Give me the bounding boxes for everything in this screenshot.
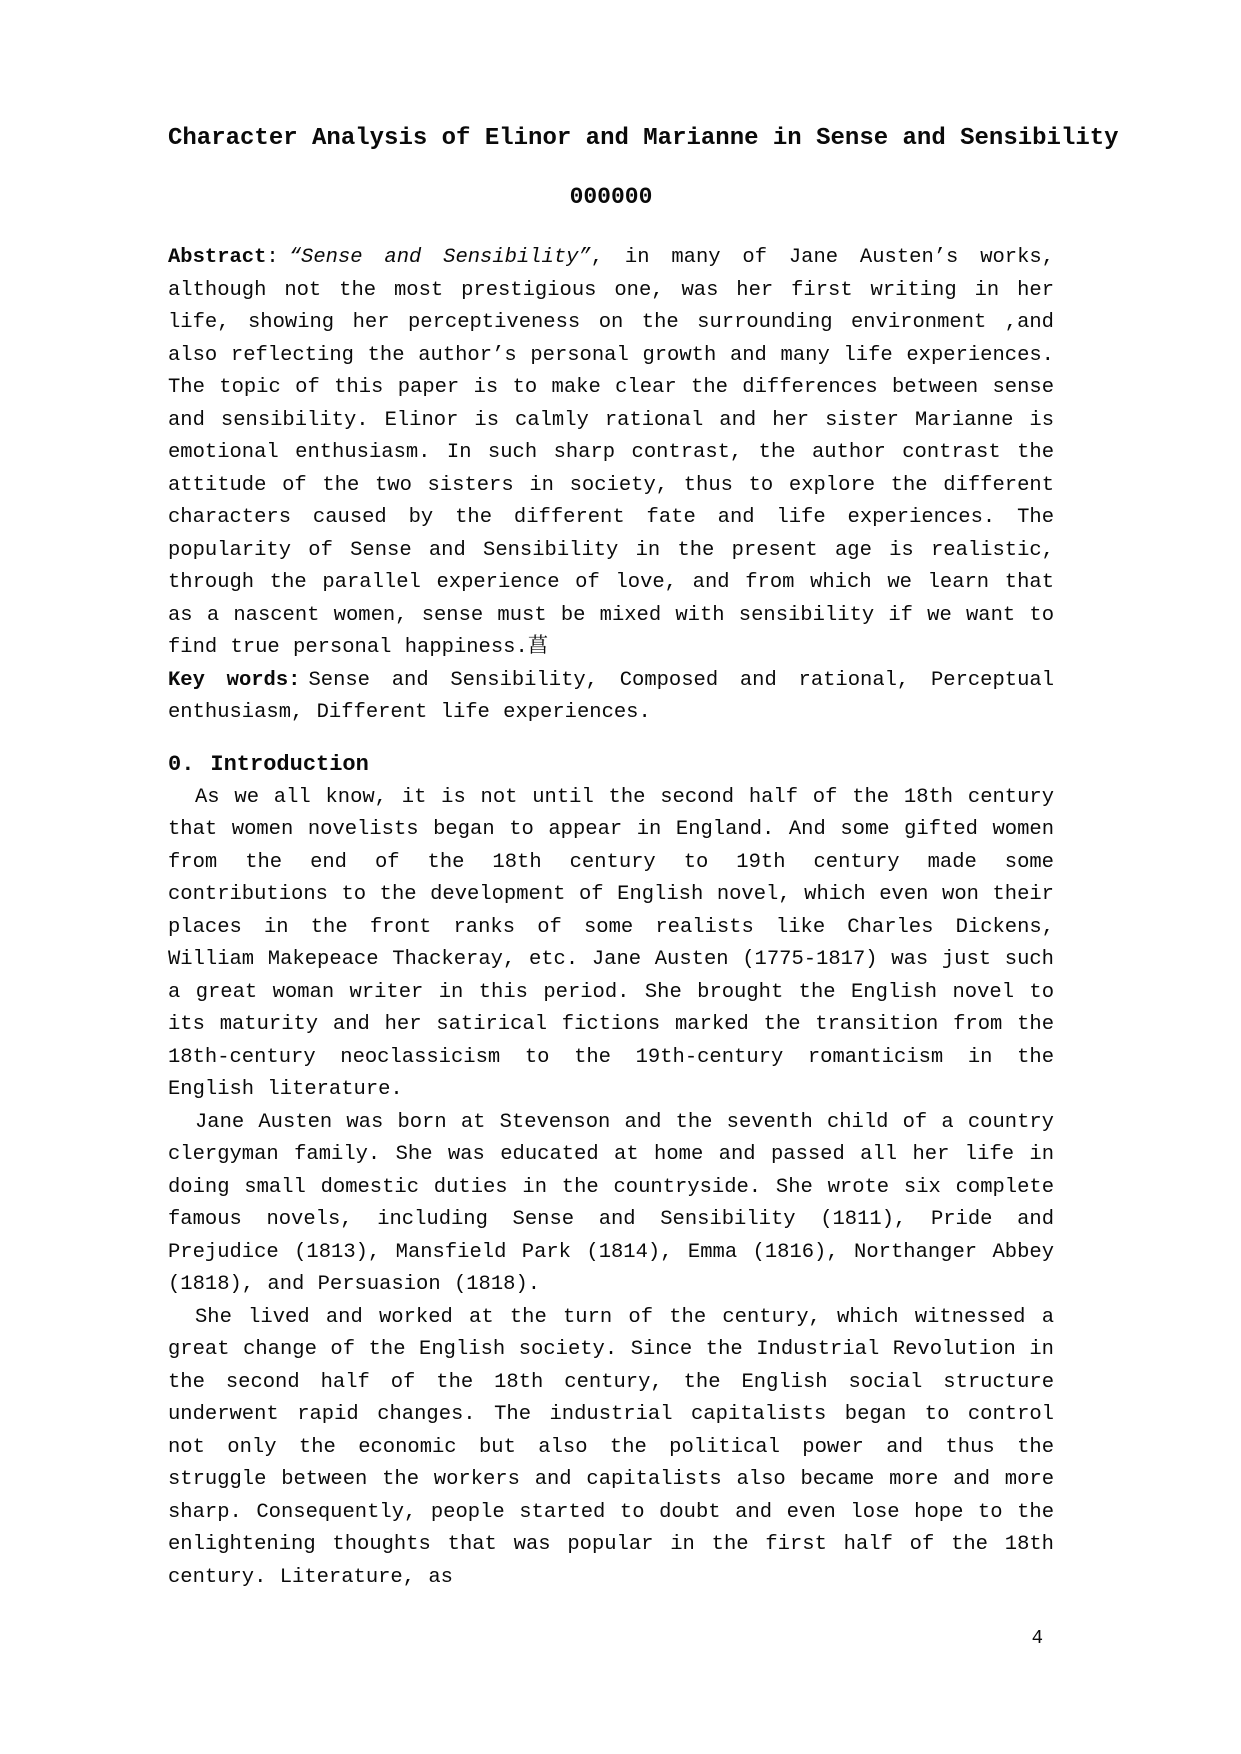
abstract-label: Abstract — [168, 246, 267, 269]
section-heading-introduction — [168, 748, 1054, 782]
abstract-body-text: , in many of Jane Austen’s works, although not the most prestigious one, was her first writing in her life, showing her perceptiveness on the surrounding environment ,and also reflecting the author’s personal growth and many life experiences. The topic of this paper is to make clear the differences between sense and sensibility. Elinor is calmly rational and her sister Marianne is emotional enthusiasm. In such sharp contrast, the author contrast the attitude of the two sisters in society, thus to explore the different characters caused by the different fate and life experiences. The popularity of Sense and Sensibility in the present age is realistic, through the parallel experience of love, and from which we learn that as a nascent women, sense must be mixed with sensibility if we want to find true personal happiness.菖 — [168, 246, 1055, 659]
keywords-paragraph — [168, 665, 1054, 730]
introduction-paragraph-1: As we all know, it is not until the second half of the 18th century that women novelists began to appear in England. And some gifted women from the end of the 18th century to 19th century made some contributions to the development of English novel, which even won their places in the front ranks of some realists like Charles Dickens, William Makepeace Thackeray, etc. Jane Austen (1775-1817) was just such a great woman writer in this period. She brought the English novel to its maturity and her satirical fictions marked the transition from the 18th-century neoclassicism to the 19th-century romanticism in the English literature. — [168, 785, 1054, 1101]
page-number: 4 — [1031, 1627, 1043, 1649]
introduction-paragraph-3: She lived and worked at the turn of the century, which witnessed a great change of the English society. Since the Industrial Revolution in the second half of the 18th century, the English social structure underwent rapid changes. The industrial capitalists began to control not only the economic but also the political power and thus the struggle between the workers and capitalists also became more and more sharp. Consequently, people started to doubt and even lose hope to the enlightening thoughts that was popular in the first half of the 18th century. Literature, as — [168, 1305, 1054, 1589]
keywords-label: Key words: — [168, 668, 301, 692]
document-title: Character Analysis of Elinor and Marianne in Sense and Sensibility — [168, 125, 1119, 152]
section-label: Introduction — [210, 751, 369, 777]
keywords-body-text: Sense and Sensibility, Composed and rational, Perceptual enthusiasm, Different life experiences. — [168, 668, 1054, 724]
section-number: 0. — [168, 751, 195, 777]
author-placeholder: 000000 — [569, 184, 653, 210]
abstract-paragraph — [168, 242, 1054, 665]
document-content — [168, 122, 1119, 1594]
introduction-paragraph-2: Jane Austen was born at Stevenson and the seventh child of a country clergyman family. She was educated at home and passed all her life in doing small domestic duties in the countryside. She wrote six complete famous novels, including Sense and Sensibility (1811), Pride and Prejudice (1813), Mansfield Park (1814), Emma (1816), Northanger Abbey (1818), and Persuasion (1818). — [168, 1110, 1054, 1296]
abstract-colon: : — [266, 246, 279, 269]
abstract-quoted-book-title: “Sense and Sensibility” — [288, 246, 591, 269]
